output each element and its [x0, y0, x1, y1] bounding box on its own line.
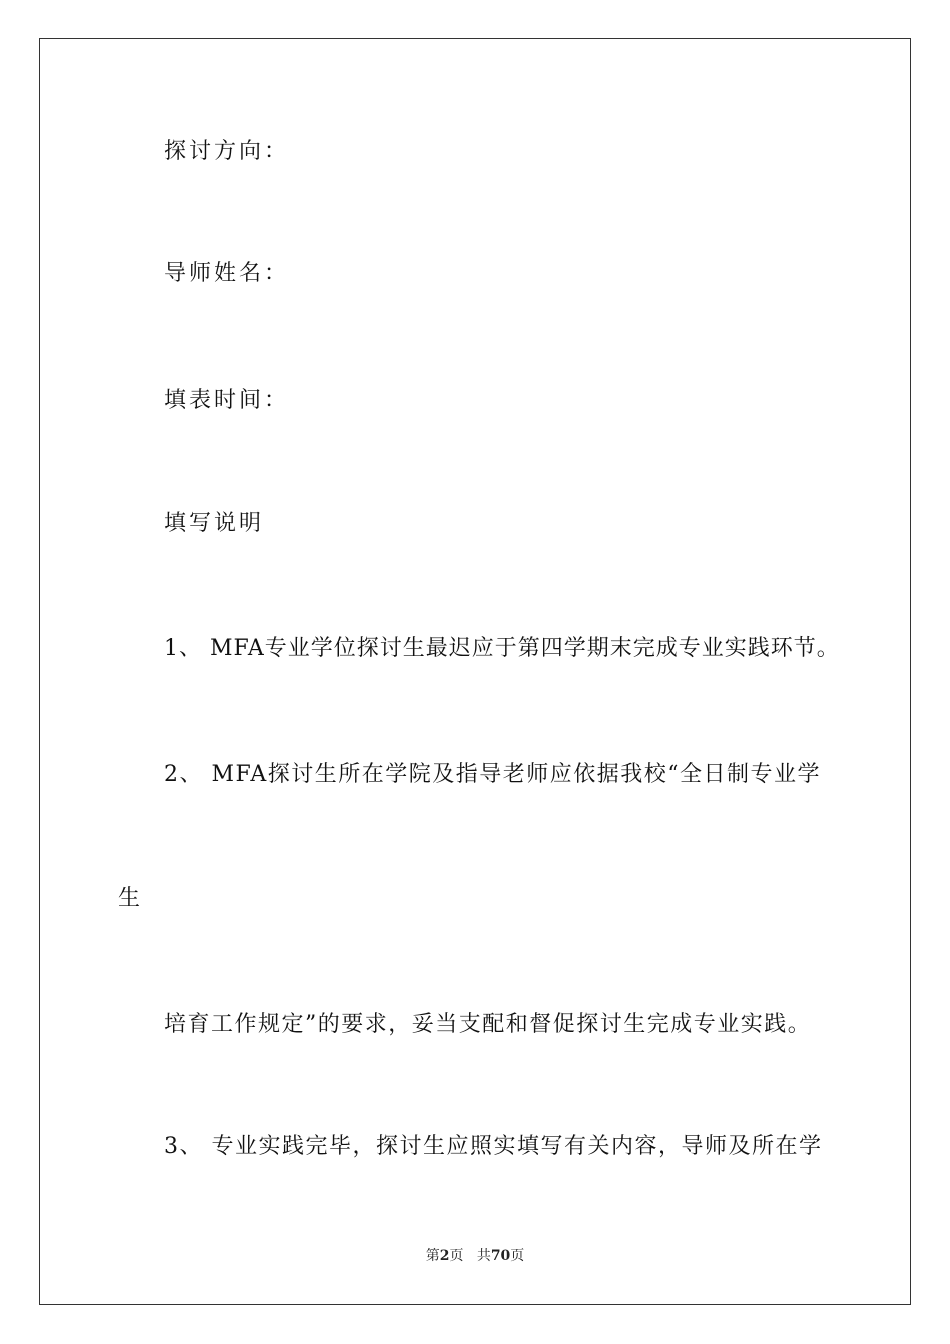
instruction-item-2-line-2: 生 [118, 886, 144, 911]
total-prefix: 共 [476, 1248, 491, 1264]
page-border [39, 38, 911, 1305]
research-direction-label: 探讨方向： [164, 139, 290, 164]
instructions-heading: 填写说明 [164, 511, 265, 536]
instruction-item-2-line-1: 2、 MFA探讨生所在学院及指导老师应依据我校“全日制专业学 [164, 762, 822, 787]
page-footer [0, 1246, 950, 1266]
page-number: 2 [439, 1248, 450, 1264]
fill-date-label: 填表时间： [164, 388, 290, 413]
page-total: 70 [490, 1248, 511, 1264]
advisor-name-label: 导师姓名： [164, 261, 290, 286]
instruction-item-1: 1、 MFA专业学位探讨生最迟应于第四学期末完成专业实践环节。 [164, 636, 840, 661]
instruction-item-3-line-1: 3、 专业实践完毕，探讨生应照实填写有关内容，导师及所在学 [164, 1134, 823, 1159]
total-suffix: 页 [510, 1248, 525, 1264]
page-suffix: 页 [449, 1248, 464, 1264]
instruction-item-2-line-3: 培育工作规定”的要求，妥当支配和督促探讨生完成专业实践。 [164, 1012, 812, 1037]
page-prefix: 第 [425, 1248, 440, 1264]
